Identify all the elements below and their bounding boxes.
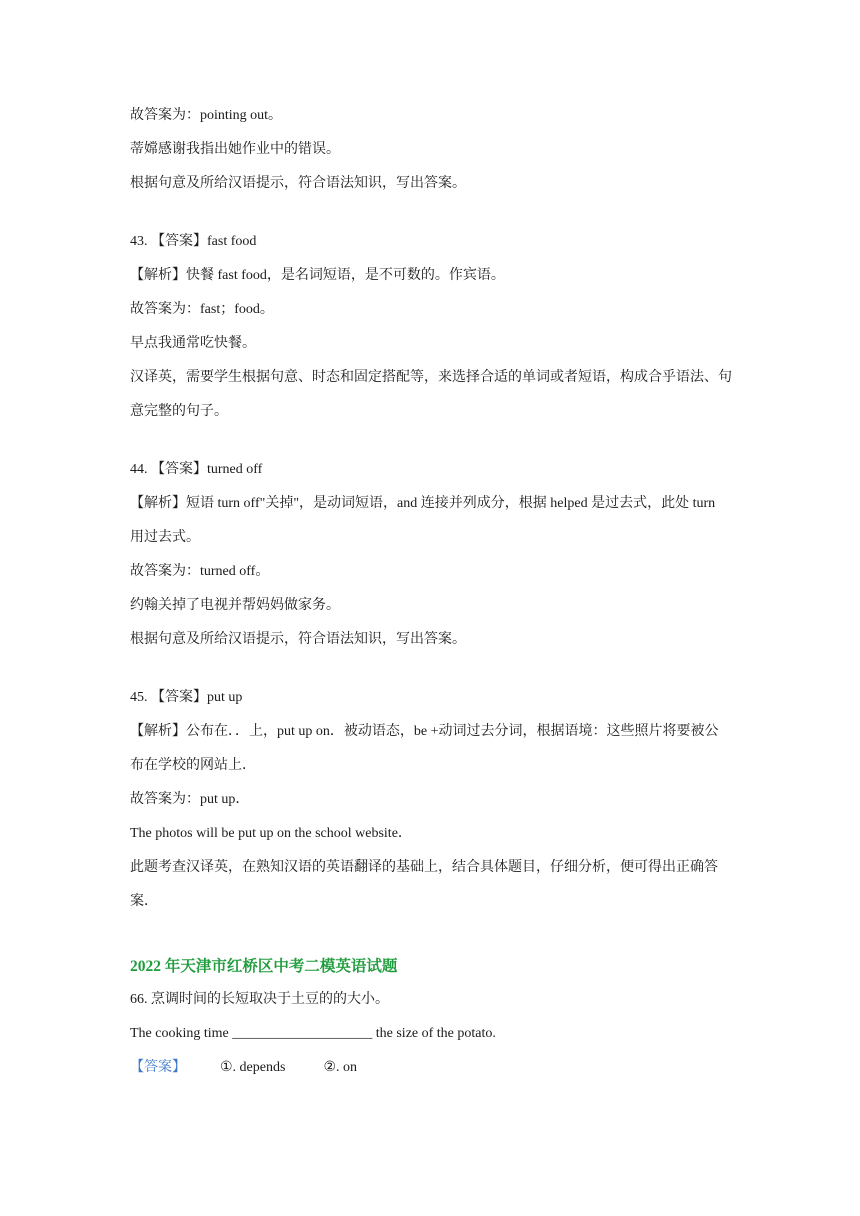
spacer bbox=[130, 436, 732, 460]
q45-english: The photos will be put up on the school website． bbox=[130, 826, 412, 841]
q42-tip: 根据句意及所给汉语提示，符合语法知识，写出答案。 bbox=[130, 176, 466, 191]
q66-answer-row bbox=[130, 1058, 732, 1078]
document-page bbox=[130, 106, 732, 1078]
q44-translation: 约翰关掉了电视并帮妈妈做家务。 bbox=[130, 598, 340, 613]
q43-tip: 汉译英，需要学生根据句意、时态和固定搭配等，来选择合适的单词或者短语，构成合乎语法、句意完整的句子。 bbox=[130, 370, 732, 419]
q66-sentence: The cooking time ____________________ the size of the potato. bbox=[130, 1026, 496, 1041]
q45-analysis: 【解析】公布在．．上，put up on．被动语态，be +动词过去分词，根据语境：这些照片将要被公布在学校的网站上． bbox=[130, 724, 719, 773]
q43-translation: 早点我通常吃快餐。 bbox=[130, 336, 256, 351]
q44-answer: 44. 【答案】turned off bbox=[130, 462, 263, 477]
section-title: 2022 年天津市红桥区中考二模英语试题 bbox=[130, 958, 398, 975]
q44-answer-line: 故答案为：turned off。 bbox=[130, 564, 270, 579]
q45-answer-line: 故答案为：put up． bbox=[130, 792, 250, 807]
q45-tip: 此题考查汉译英，在熟知汉语的英语翻译的基础上，结合具体题目，仔细分析，便可得出正确答案． bbox=[130, 860, 718, 909]
q43-analysis: 【解析】快餐 fast food，是名词短语，是不可数的。作宾语。 bbox=[130, 268, 505, 283]
q42-answer-line: 故答案为：pointing out。 bbox=[130, 108, 283, 123]
answer-item-2: ②. on bbox=[323, 1060, 357, 1075]
spacer bbox=[130, 926, 732, 956]
q45-answer: 45. 【答案】put up bbox=[130, 690, 243, 705]
q43-answer: 43. 【答案】fast food bbox=[130, 234, 257, 249]
answer-tag: 【答案】 bbox=[130, 1060, 186, 1075]
answer-item-1: ①. depends bbox=[220, 1060, 286, 1075]
q44-tip: 根据句意及所给汉语提示，符合语法知识，写出答案。 bbox=[130, 632, 466, 647]
spacer bbox=[130, 664, 732, 688]
spacer bbox=[130, 208, 732, 232]
q66-prompt: 66. 烹调时间的长短取决于土豆的的大小。 bbox=[130, 992, 389, 1007]
q43-answer-line: 故答案为：fast；food。 bbox=[130, 302, 274, 317]
q44-analysis: 【解析】短语 turn off"关掉"，是动词短语，and 连接并列成分，根据 helped 是过去式，此处 turn 用过去式。 bbox=[130, 496, 716, 545]
q42-translation: 蒂嫦感谢我指出她作业中的错误。 bbox=[130, 142, 340, 157]
